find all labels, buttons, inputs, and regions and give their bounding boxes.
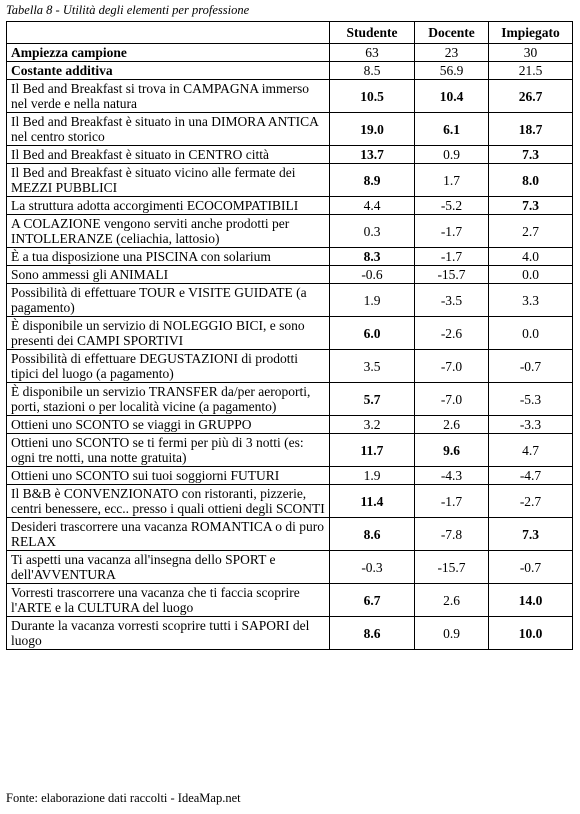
table-row [7,44,573,62]
row-label: Il Bed and Breakfast è situato in CENTRO città [7,146,330,164]
value-cell-impiegato: 18.7 [489,113,573,146]
table-row [7,113,573,146]
table-row [7,248,573,266]
value-cell-docente: -4.3 [415,467,489,485]
value-cell-studente: 1.9 [330,284,415,317]
value-cell-impiegato: -3.3 [489,416,573,434]
value-cell-studente: 5.7 [330,383,415,416]
value-cell-impiegato: -5.3 [489,383,573,416]
value-cell-docente: -2.6 [415,317,489,350]
value-cell-studente: 3.2 [330,416,415,434]
value-cell-studente: 1.9 [330,467,415,485]
value-cell-studente: -0.6 [330,266,415,284]
value-cell-impiegato: -0.7 [489,350,573,383]
table-row [7,266,573,284]
table-row [7,551,573,584]
row-label: Il Bed and Breakfast è situato vicino alle fermate dei MEZZI PUBBLICI [7,164,330,197]
value-cell-docente: 2.6 [415,416,489,434]
value-cell-impiegato: 4.7 [489,434,573,467]
column-header-impiegato: Impiegato [489,22,573,44]
table-row [7,317,573,350]
value-cell-studente: 11.4 [330,485,415,518]
value-cell-docente: -1.7 [415,215,489,248]
value-cell-docente: -15.7 [415,551,489,584]
value-cell-impiegato: 7.3 [489,146,573,164]
value-cell-studente: 6.0 [330,317,415,350]
table-row [7,197,573,215]
table-row [7,146,573,164]
value-cell-docente: -1.7 [415,485,489,518]
value-cell-docente: 23 [415,44,489,62]
value-cell-impiegato: 4.0 [489,248,573,266]
table-caption: Tabella 8 - Utilità degli elementi per professione [6,3,250,17]
value-cell-impiegato: 26.7 [489,80,573,113]
row-label: Possibilità di effettuare TOUR e VISITE GUIDATE (a pagamento) [7,284,330,317]
value-cell-docente: -1.7 [415,248,489,266]
value-cell-impiegato: 10.0 [489,617,573,650]
row-label: Ottieni uno SCONTO se viaggi in GRUPPO [7,416,330,434]
value-cell-studente: 4.4 [330,197,415,215]
table-row [7,467,573,485]
value-cell-impiegato: 3.3 [489,284,573,317]
value-cell-studente: 8.5 [330,62,415,80]
value-cell-docente: 0.9 [415,617,489,650]
table-row [7,80,573,113]
row-label: Ti aspetti una vacanza all'insegna dello SPORT e dell'AVVENTURA [7,551,330,584]
value-cell-impiegato: 14.0 [489,584,573,617]
value-cell-docente: 0.9 [415,146,489,164]
row-label: Desideri trascorrere una vacanza ROMANTICA o di puro RELAX [7,518,330,551]
table-row [7,62,573,80]
value-cell-studente: 8.6 [330,617,415,650]
value-cell-docente: -15.7 [415,266,489,284]
value-cell-studente: 11.7 [330,434,415,467]
value-cell-studente: 19.0 [330,113,415,146]
source-footnote: Fonte: elaborazione dati raccolti - IdeaMap.net [6,791,241,805]
row-label: Il Bed and Breakfast è situato in una DIMORA ANTICA nel centro storico [7,113,330,146]
row-label: È disponibile un servizio TRANSFER da/per aeroporti, porti, stazioni o per località vicine (a pagamento) [7,383,330,416]
table-row [7,617,573,650]
value-cell-studente: 0.3 [330,215,415,248]
column-header-studente: Studente [330,22,415,44]
value-cell-impiegato: 0.0 [489,317,573,350]
row-label: È a tua disposizione una PISCINA con solarium [7,248,330,266]
value-cell-impiegato: 8.0 [489,164,573,197]
value-cell-docente: -7.8 [415,518,489,551]
value-cell-studente: 8.3 [330,248,415,266]
row-label: Il B&B è CONVENZIONATO con ristoranti, pizzerie, centri benessere, ecc.. presso i quali ottieni degli SCONTI [7,485,330,518]
row-label: Vorresti trascorrere una vacanza che ti faccia scoprire l'ARTE e la CULTURA del luogo [7,584,330,617]
value-cell-studente: 8.9 [330,164,415,197]
table-row [7,416,573,434]
column-header-docente: Docente [415,22,489,44]
value-cell-studente: 10.5 [330,80,415,113]
row-label: Il Bed and Breakfast si trova in CAMPAGNA immerso nel verde e nella natura [7,80,330,113]
value-cell-docente: 6.1 [415,113,489,146]
value-cell-impiegato: 7.3 [489,518,573,551]
value-cell-impiegato: 2.7 [489,215,573,248]
value-cell-studente: 3.5 [330,350,415,383]
value-cell-impiegato: -0.7 [489,551,573,584]
table-header-row [7,22,573,44]
table-row [7,518,573,551]
value-cell-impiegato: -2.7 [489,485,573,518]
row-label: La struttura adotta accorgimenti ECOCOMPATIBILI [7,197,330,215]
table-row [7,383,573,416]
row-label: Possibilità di effettuare DEGUSTAZIONI di prodotti tipici del luogo (a pagamento) [7,350,330,383]
table-row [7,215,573,248]
row-label: Ampiezza campione [7,44,330,62]
value-cell-studente: -0.3 [330,551,415,584]
value-cell-impiegato: 30 [489,44,573,62]
value-cell-impiegato: 0.0 [489,266,573,284]
value-cell-studente: 63 [330,44,415,62]
value-cell-docente: -7.0 [415,383,489,416]
table-row [7,485,573,518]
value-cell-docente: 9.6 [415,434,489,467]
table-body [7,44,573,650]
row-label: Sono ammessi gli ANIMALI [7,266,330,284]
value-cell-studente: 13.7 [330,146,415,164]
value-cell-docente: -3.5 [415,284,489,317]
value-cell-studente: 8.6 [330,518,415,551]
value-cell-studente: 6.7 [330,584,415,617]
table-row [7,584,573,617]
value-cell-docente: -5.2 [415,197,489,215]
table-row [7,284,573,317]
utility-table [6,21,573,650]
value-cell-docente: 56.9 [415,62,489,80]
row-label: Durante la vacanza vorresti scoprire tutti i SAPORI del luogo [7,617,330,650]
value-cell-impiegato: -4.7 [489,467,573,485]
value-cell-impiegato: 7.3 [489,197,573,215]
value-cell-docente: -7.0 [415,350,489,383]
row-label: Costante additiva [7,62,330,80]
row-label: A COLAZIONE vengono serviti anche prodotti per INTOLLERANZE (celiachia, lattosio) [7,215,330,248]
table-row [7,350,573,383]
header-empty-cell [7,22,330,44]
table-row [7,434,573,467]
row-label: Ottieni uno SCONTO se ti fermi per più di 3 notti (es: ogni tre notti, una notte gratuita) [7,434,330,467]
row-label: Ottieni uno SCONTO sui tuoi soggiorni FUTURI [7,467,330,485]
value-cell-impiegato: 21.5 [489,62,573,80]
value-cell-docente: 1.7 [415,164,489,197]
table-row [7,164,573,197]
value-cell-docente: 10.4 [415,80,489,113]
row-label: È disponibile un servizio di NOLEGGIO BICI, e sono presenti dei CAMPI SPORTIVI [7,317,330,350]
value-cell-docente: 2.6 [415,584,489,617]
